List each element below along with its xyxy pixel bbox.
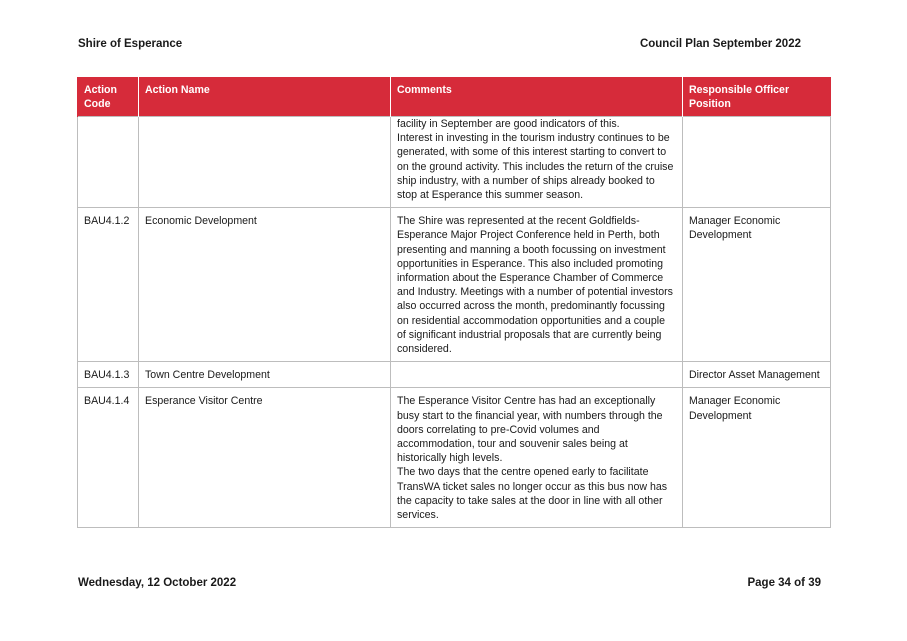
table-row [78, 362, 831, 388]
organisation-name: Shire of Esperance [78, 38, 183, 50]
comments-cell: The Shire was represented at the recent Goldfields-Esperance Major Project Conference held in Perth, both presenting and manning a booth focussing on investment opportunities in Esperance. This also included promoting information about the Esperance Chamber of Commerce and Industry. Meetings with a number of potential investors also occurred across the month, predominantly focussing on residential accommodation opportunities and a couple of significant industrial proposals that are currently being considered. [391, 208, 683, 362]
comments-cell: The Esperance Visitor Centre has had an exceptionally busy start to the financial year, with numbers through the doors correlating to pre-Covid volumes and accommodation, tour and souvenir sales being at historically high levels. The two days that the centre opened early to facilitate TransWA ticket sales no longer occur as this bus now has the capacity to take sales at the door in line with all other services. [391, 388, 683, 528]
column-header-action-code: Action Code [78, 77, 139, 117]
column-header-comments: Comments [391, 77, 683, 117]
action-name-cell: Economic Development [139, 208, 391, 362]
page-number: Page 34 of 39 [747, 577, 821, 589]
comments-cell: facility in September are good indicators of this. Interest in investing in the tourism industry continues to be generated, with some of this interest starting to convert to on the ground activity. This includes the return of the cruise ship industry, with a number of ships already booked to stop at Esperance this summer season. [391, 117, 683, 208]
officer-cell: Manager Economic Development [683, 208, 831, 362]
action-code-cell [78, 117, 139, 208]
action-name-cell: Town Centre Development [139, 362, 391, 388]
comments-cell [391, 362, 683, 388]
action-name-cell: Esperance Visitor Centre [139, 388, 391, 528]
column-header-responsible-officer: Responsible Officer Position [683, 77, 831, 117]
table-row [78, 208, 831, 362]
action-table [77, 77, 831, 528]
column-header-action-name: Action Name [139, 77, 391, 117]
table-row [78, 117, 831, 208]
officer-cell: Director Asset Management [683, 362, 831, 388]
table-row [78, 388, 831, 528]
action-code-cell: BAU4.1.4 [78, 388, 139, 528]
action-code-cell: BAU4.1.3 [78, 362, 139, 388]
action-code-cell: BAU4.1.2 [78, 208, 139, 362]
footer-date: Wednesday, 12 October 2022 [78, 577, 237, 589]
table-header-row [78, 77, 831, 117]
officer-cell [683, 117, 831, 208]
document-title: Council Plan September 2022 [639, 38, 801, 50]
action-name-cell [139, 117, 391, 208]
officer-cell: Manager Economic Development [683, 388, 831, 528]
